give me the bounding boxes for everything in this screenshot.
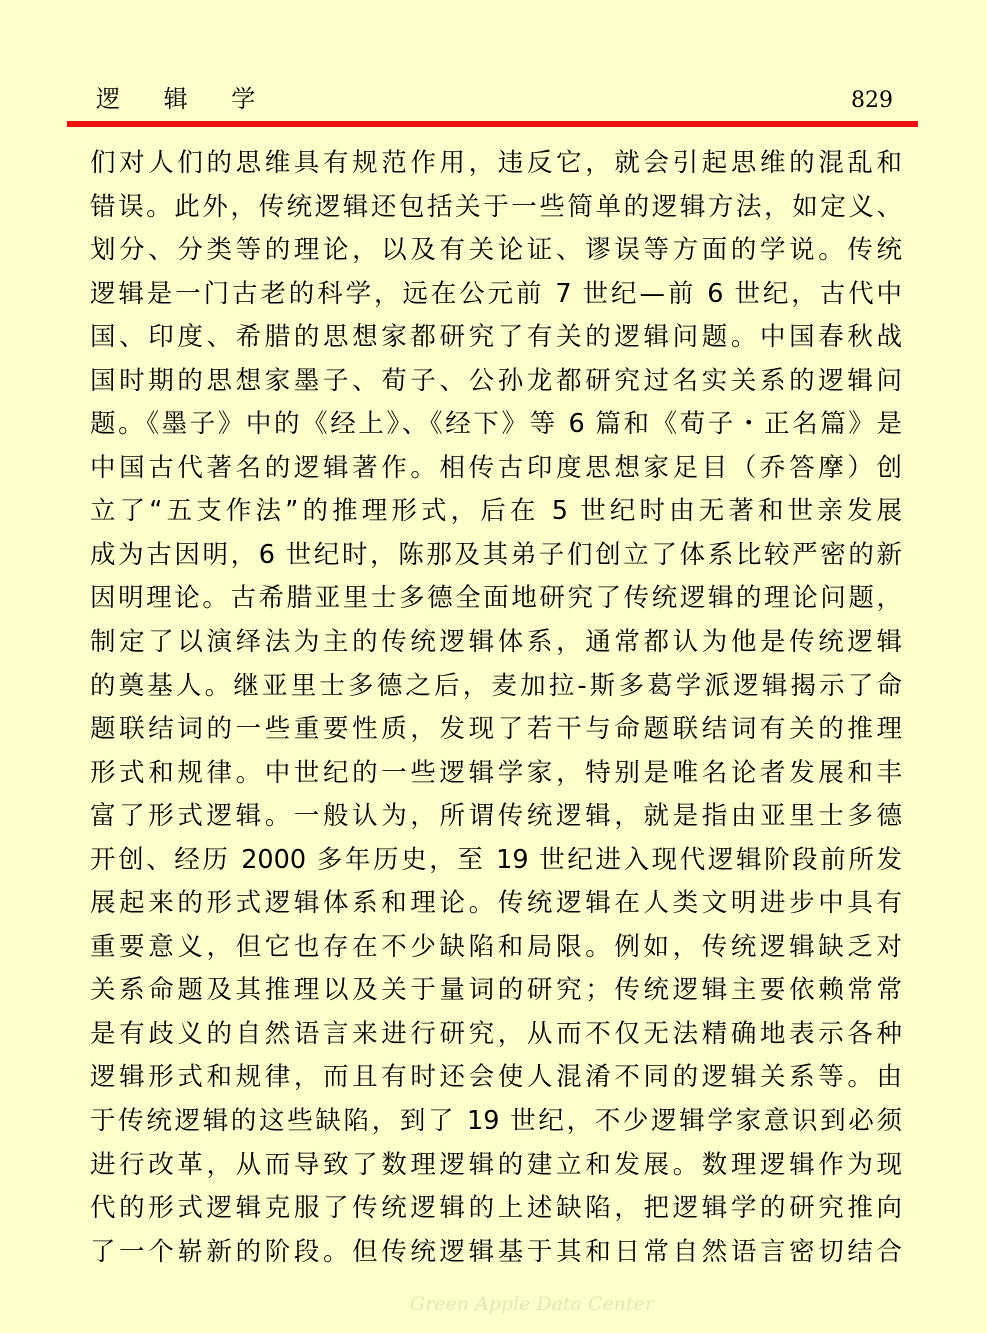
running-header-title: 逻 辑 学 — [96, 85, 274, 113]
text-line: 们对人们的思维具有规范作用，违反它，就会引起思维的混乱和 — [90, 148, 902, 178]
text-line: 国时期的思想家墨子、荀子、公孙龙都研究过名实关系的逻辑问 — [90, 365, 902, 396]
text-line: 富了形式逻辑。一般认为，所谓传统逻辑，就是指由亚里士多德 — [90, 801, 902, 832]
text-line: 于传统逻辑的这些缺陷，到了 19 世纪，不少逻辑学家意识到必须 — [90, 1106, 902, 1137]
text-line: 进行改革，从而导致了数理逻辑的建立和发展。数理逻辑作为现 — [90, 1149, 902, 1180]
text-line: 开创、经历 2000 多年历史，至 19 世纪进入现代逻辑阶段前所发 — [90, 844, 902, 875]
page-number: 829 — [851, 88, 893, 113]
body-text — [90, 142, 902, 1274]
text-line: 国、印度、希腊的思想家都研究了有关的逻辑问题。中国春秋战 — [90, 322, 902, 353]
text-line: 形式和规律。中世纪的一些逻辑学家，特别是唯名论者发展和丰 — [90, 757, 902, 788]
text-line: 代的形式逻辑克服了传统逻辑的上述缺陷，把逻辑学的研究推向 — [90, 1193, 902, 1224]
text-line: 是有歧义的自然语言来进行研究，从而不仅无法精确地表示各种 — [90, 1018, 902, 1049]
text-line: 了一个崭新的阶段。但传统逻辑基于其和日常自然语言密切结合 — [90, 1236, 902, 1267]
text-line: 题联结词的一些重要性质，发现了若干与命题联结词有关的推理 — [90, 714, 902, 745]
header-rule — [67, 121, 918, 127]
text-line: 中国古代著名的逻辑著作。相传古印度思想家足目（乔答摩）创 — [90, 452, 902, 483]
text-line: 立了“五支作法”的推理形式，后在 5 世纪时由无著和世亲发展 — [90, 496, 902, 527]
text-line: 重要意义，但它也存在不少缺陷和局限。例如，传统逻辑缺乏对 — [90, 931, 902, 962]
text-line: 逻辑形式和规律，而且有时还会使人混淆不同的逻辑关系等。由 — [90, 1062, 902, 1093]
text-line: 的奠基人。继亚里士多德之后，麦加拉-斯多葛学派逻辑揭示了命 — [90, 670, 902, 701]
text-line: 划分、分类等的理论，以及有关论证、谬误等方面的学说。传统 — [90, 235, 902, 266]
text-line: 展起来的形式逻辑体系和理论。传统逻辑在人类文明进步中具有 — [90, 888, 902, 919]
text-line: 成为古因明，6 世纪时，陈那及其弟子们创立了体系比较严密的新 — [90, 539, 902, 570]
text-line: 逻辑是一门古老的科学，远在公元前 7 世纪—前 6 世纪，古代中 — [90, 278, 902, 309]
watermark: Green Apple Data Center — [410, 1293, 654, 1315]
text-line: 错误。此外，传统逻辑还包括关于一些简单的逻辑方法，如定义、 — [90, 191, 902, 222]
text-line: 因明理论。古希腊亚里士多德全面地研究了传统逻辑的理论问题， — [90, 583, 902, 614]
text-line: 关系命题及其推理以及关于量词的研究；传统逻辑主要依赖常常 — [90, 975, 902, 1006]
text-line: 制定了以演绎法为主的传统逻辑体系，通常都认为他是传统逻辑 — [90, 627, 902, 658]
text-line: 题。《墨子》中的《经上》、《经下》等 6 篇和《荀子・正名篇》是 — [90, 409, 902, 440]
